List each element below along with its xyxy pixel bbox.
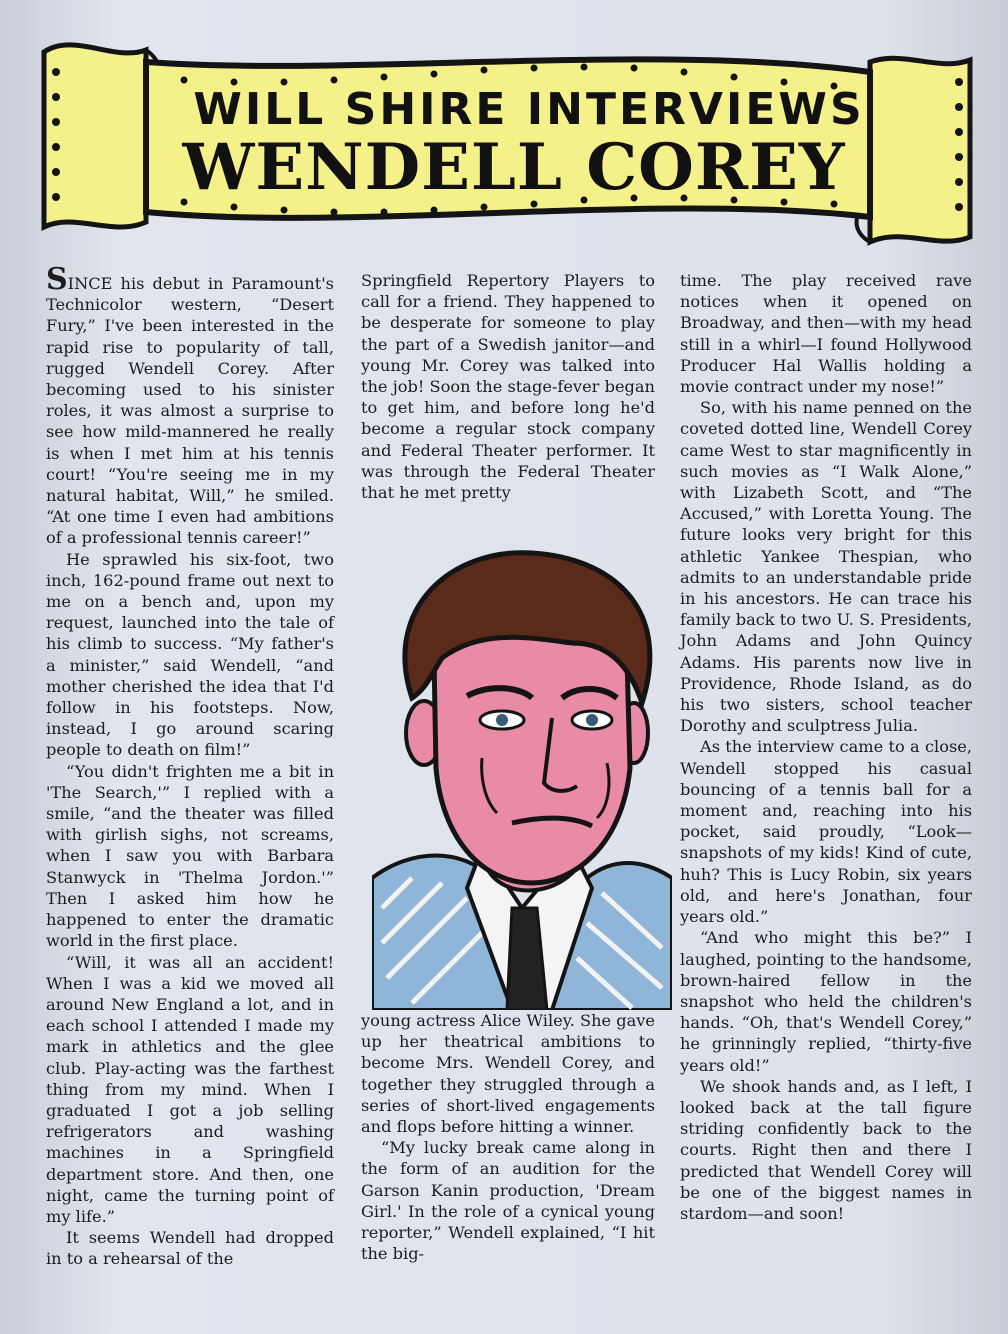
article-paragraph: “And who might this be?” I laughed, pointing to the handsome, brown-haired fellow in the snapshot who held the children's hands. “Oh, that's Wendell Corey,” he grinningly replied, “thirty-five years old!” [680, 928, 972, 1075]
drop-cap: S [46, 262, 68, 297]
article-paragraph: As the interview came to a close, Wendell stopped his casual bouncing of a tennis ball for a moment and, reaching into his pocket, said proudly, “Look—snapshots of my kids! Kind of cute, huh? This is Lucy Robin, six years old, and here's Jonathan, four years old.” [680, 737, 972, 927]
portrait-illustration [372, 548, 672, 1010]
article-column-3 [680, 270, 972, 1224]
article-paragraph: We shook hands and, as I left, I looked back at the tall figure striding confidently back to the courts. Right then and there I predicted that Wendell Corey will be one of the biggest names in stardom—and soon! [680, 1076, 972, 1223]
article-column-1 [46, 262, 334, 1270]
article-paragraph: “My lucky break came along in the form of an audition for the Garson Kanin production, 'Dream Girl.' In the role of a cynical young reporter,” Wendell explained, “I hit the big- [361, 1138, 655, 1264]
article-paragraph: young actress Alice Wiley. She gave up her theatrical ambitions to become Mrs. Wendell Corey, and together they struggled through a series of short-lived engagements and flops before hitting a winner. [361, 1011, 655, 1137]
article-paragraph: “You didn't frighten me a bit in 'The Search,'” I replied with a smile, “and the theater was filled with girlish sighs, not screams, when I saw you with Barbara Stanwyck in 'Thelma Jordon.'” Then I asked him how he happened to enter the dramatic world in the first place. [46, 761, 334, 951]
article-paragraph: So, with his name penned on the coveted dotted line, Wendell Corey came West to star magnificently in such movies as “I Walk Alone,” with Lizabeth Scott, and “The Accused,” with Loretta Young. The future looks very bright for this athletic Yankee Thespian, who admits to an understandable pride in his ancestors. He can trace his family back to two U. S. Presidents, John Adams and John Quincy Adams. His parents now live in Providence, Rhode Island, as do his two sisters, school teacher Dorothy and sculptress Julia. [680, 398, 972, 736]
article-column-2-top [361, 270, 655, 503]
article-column-2-bottom [361, 1010, 655, 1264]
article-paragraph: It seems Wendell had dropped in to a rehearsal of the [46, 1228, 334, 1269]
article-paragraph [46, 262, 334, 549]
paragraph-text: INCE his debut in Paramount's Technicolor western, “Desert Fury,” I've been interested in the rapid rise to popularity of tall, rugged Wendell Corey. After becoming used to his sinister roles, it was almost a surprise to see how mild-mannered he really is when I met him at his tennis court! “You're seeing me in my natural habitat, Will,” he smiled. “At one time I even had ambitions of a professional tennis career!” [46, 274, 334, 548]
wendell-corey-portrait [372, 548, 672, 1010]
title-banner [34, 22, 980, 262]
banner-subtitle: WILL SHIRE INTERVIEWS [193, 84, 865, 135]
article-paragraph: He sprawled his six-foot, two inch, 162-pound frame out next to me on a bench and, upon my request, launched into the tale of his climb to success. “My father's a minister,” said Wendell, “and mother cherished the idea that I'd follow in his footsteps. Now, instead, I go around scaring people to death on film!” [46, 549, 334, 760]
article-paragraph: “Will, it was all an accident! When I was a kid we moved all around New England a lot, and in each school I attended I made my mark in athletics and the glee club. Play-acting was the farthest thing from my mind. When I graduated I got a job selling refrigerators and washing machines in a Springfield department store. And then, one night, came the turning point of my life.” [46, 952, 334, 1226]
article-paragraph: Springfield Repertory Players to call for a friend. They happened to be desperate for someone to play the part of a Swedish janitor—and young Mr. Corey was talked into the job! Soon the stage-fever began to get him, and before long he'd become a regular stock company and Federal Theater performer. It was through the Federal Theater that he met pretty [361, 271, 655, 503]
banner-title: WENDELL COREY [182, 130, 846, 205]
article-paragraph: time. The play received rave notices when it opened on Broadway, and then—with my head still in a whirl—I found Hollywood Producer Hal Wallis holding a movie contract under my nose!” [680, 271, 972, 397]
